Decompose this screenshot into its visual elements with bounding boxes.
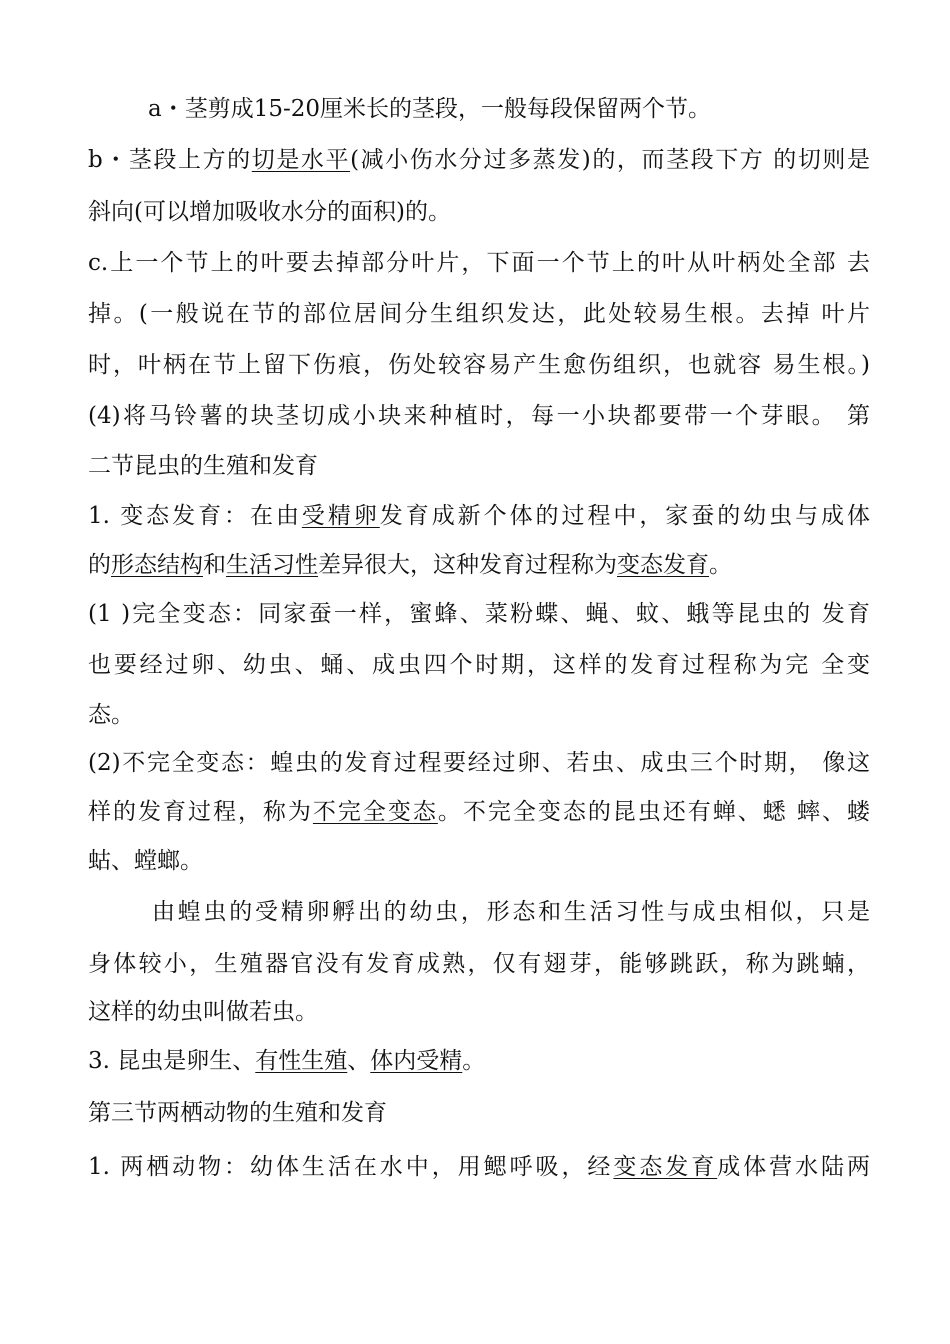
text-segment: 1. 变态发育：在由	[88, 503, 302, 529]
text-segment: 。	[462, 1048, 486, 1074]
text-segment: 。	[709, 552, 732, 578]
text-line	[88, 248, 870, 278]
text-line	[152, 897, 870, 927]
text-line	[88, 599, 870, 629]
text-line	[88, 1046, 870, 1076]
text-line	[88, 949, 870, 979]
text-segment: 斜向(可以增加吸收水分的面积)的。	[88, 199, 451, 225]
text-line	[88, 748, 870, 778]
text-line	[88, 650, 870, 680]
text-segment: c.上一个节上的叶要去掉部分叶片，下面一个节上的叶从叶柄处全部 去	[88, 250, 870, 276]
text-segment: 发育成新个体的过程中，家蚕的幼虫与成体	[379, 503, 870, 529]
text-line	[88, 797, 870, 827]
text-segment: 1. 两栖动物：幼体生活在水中，用鳃呼吸，经	[88, 1154, 614, 1180]
text-segment: (4)将马铃薯的块茎切成小块来种植时，每一小块都要带一个芽眼。 第	[88, 403, 870, 429]
text-segment: 身体较小，生殖器官没有发育成熟，仅有翅芽，能够跳跃，称为跳蝻，	[88, 951, 870, 977]
underlined-term: 受精卵	[301, 503, 380, 529]
underlined-term: 体内受精	[370, 1048, 463, 1074]
text-segment: 的	[88, 552, 111, 578]
text-line	[88, 700, 870, 730]
text-segment: 二节昆虫的生殖和发育	[88, 453, 318, 479]
text-segment: 和	[203, 552, 226, 578]
underlined-term: 不完全变态	[312, 799, 438, 825]
text-segment: 蛄、螳螂。	[88, 848, 203, 874]
underlined-term: 变态发育	[613, 1154, 718, 1180]
text-segment: 态。	[88, 702, 134, 728]
text-segment: 成体营水陆两	[717, 1154, 870, 1180]
text-segment: (2)不完全变态：蝗虫的发育过程要经过卵、若虫、成虫三个时期， 像这	[88, 750, 870, 776]
section-heading	[88, 451, 870, 481]
text-line	[88, 997, 870, 1027]
text-segment: 差异很大，这种发育过程称为	[318, 552, 617, 578]
text-line	[88, 145, 870, 175]
text-segment: (1 )完全变态：同家蚕一样，蜜蜂、菜粉蝶、蝇、蚊、蛾等昆虫的 发育	[88, 601, 870, 627]
text-segment: 这样的幼虫叫做若虫。	[88, 999, 318, 1025]
text-segment: 也要经过卵、幼虫、蛹、成虫四个时期，这样的发育过程称为完 全变	[88, 652, 870, 678]
text-segment: b・茎段上方的	[88, 147, 252, 173]
text-segment: 时，叶柄在节上留下伤痕，伤处较容易产生愈伤组织，也就容 易生根。)	[88, 352, 870, 378]
text-line	[148, 94, 748, 124]
text-segment: 。不完全变态的昆虫还有蝉、蟋 蟀、蝼	[437, 799, 870, 825]
text-line	[88, 401, 870, 431]
underlined-term: 形态结构	[111, 552, 203, 578]
underlined-term: 切是水平	[251, 147, 351, 173]
text-line	[88, 197, 870, 227]
text-segment: 第三节两栖动物的生殖和发育	[88, 1100, 387, 1126]
text-line	[88, 501, 870, 531]
section-heading	[88, 1098, 870, 1128]
text-line	[88, 846, 870, 876]
underlined-term: 变态发育	[617, 552, 709, 578]
text-segment: a・茎剪成15-20厘米长的茎段，一般每段保留两个节。	[148, 96, 712, 122]
underlined-term: 有性生殖	[255, 1048, 348, 1074]
underlined-term: 生活习性	[226, 552, 318, 578]
text-segment: 3. 昆虫是卵生、	[88, 1048, 256, 1074]
text-line	[88, 550, 870, 580]
text-segment: 由蝗虫的受精卵孵出的幼虫，形态和生活习性与成虫相似，只是	[152, 899, 870, 925]
text-segment: 样的发育过程，称为	[88, 799, 313, 825]
text-line	[88, 350, 870, 380]
text-segment: 、	[347, 1048, 371, 1074]
text-segment: (减小伤水分过多蒸发)的，而茎段下方 的切则是	[350, 147, 870, 173]
text-line	[88, 1152, 870, 1182]
text-segment: 掉。(一般说在节的部位居间分生组织发达，此处较易生根。去掉 叶片	[88, 301, 870, 327]
text-line	[88, 299, 870, 329]
